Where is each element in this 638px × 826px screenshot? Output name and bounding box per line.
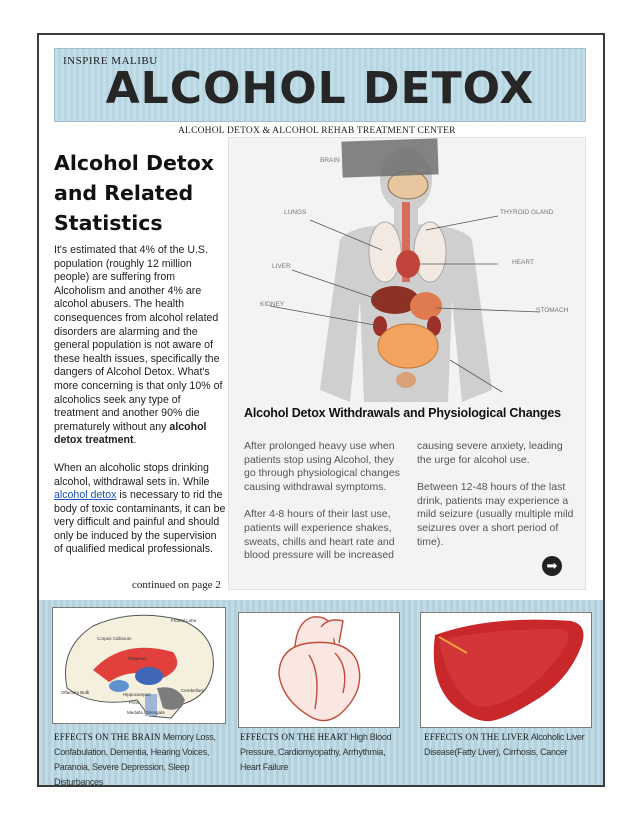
heart-panel [238,612,400,728]
col2-paragraph-1: causing severe anxiety, leading the urge for alcohol use. [417,440,563,466]
masthead-subline: ALCOHOL DETOX & ALCOHOL REHAB TREATMENT CENTER [178,126,456,136]
kidney-label: KIDNEY [260,301,285,308]
stomach-label: STOMACH [536,307,569,314]
lead-text: It's estimated that 4% of the U.S. population (roughly 12 million people) are suffering from Alcoholism and another 4% are alcohol abusers. The health consequences from alcohol related disorders are alarming and the general population is not aware of these health issues, specifically the dangers of Alcohol Detox. What's more concerning is that only 10% of alcoholics seek any type of treatment and another 90% die prematurely without any [54,244,223,433]
brain-corpus-label: Corpus Callosum [97,636,132,641]
col1-paragraph-1: After prolonged heavy use when patients stop using Alcohol, they go through physiological changes causing withdrawal symptoms. [244,440,400,493]
brain-cerebellum-label: Cerebellum [181,688,205,693]
liver-caption-head: EFFECTS ON THE LIVER [424,732,530,742]
liver-caption [424,730,594,760]
heart-caption [240,730,405,775]
left-column [54,148,226,557]
liver-panel [420,612,592,728]
lead-paragraph [54,244,226,448]
brain-caption-head: EFFECTS ON THE BRAIN [54,732,161,742]
brain-caption-text: Memory Loss, Confabulation, Dementia, Hearing Voices, Paranoia, Severe Depression, Sleep Disturbances [54,732,216,787]
next-page-button[interactable] [542,556,562,576]
masthead-title: ALCOHOL DETOX [105,63,535,114]
left-heading: Alcohol Detox and Related Statistics [54,151,214,235]
brain-panel [52,607,226,724]
masthead-kicker: INSPIRE MALIBU [63,55,158,67]
brain-caption [54,730,226,790]
liver-caption-text: Alcoholic Liver Disease(Fatty Liver), Cirrhosis, Cancer [424,732,585,757]
col2-paragraph-2: Between 12-48 hours of the last drink, patients may experience a mild seizure (usually multiple mild seizures over a short period of time). [417,481,574,548]
alcohol-detox-link[interactable]: alcohol detox [54,489,117,502]
brain-medulla-label: Medulla Oblongata [127,710,165,715]
brain-illustration [53,608,225,723]
article-column-2 [417,440,577,563]
brain-frontal-label: Frontal Lobe [171,618,197,623]
liver-label: LIVER [272,263,291,270]
heart-caption-text: High Blood Pressure, Cardiomyopathy, Arrhythmia, Heart Failure [240,732,392,772]
continued-note: continued on page 2 [132,579,221,591]
second-paragraph [54,462,226,557]
body-organs-diagram [230,140,582,402]
heart-caption-head: EFFECTS ON THE HEART [240,732,349,742]
arrow-right-icon: ➡ [546,558,558,573]
para2-end: is necessary to rid the body of toxic contaminants, it can be very difficult and painful and should only be induced by the supervision of qualified medical professionals. [54,489,226,556]
liver-illustration [421,613,591,727]
lead-bold-text: alcohol detox treatment [54,420,207,447]
heart-label: HEART [512,259,534,266]
brain-olfactory-label: Olfactory Bulb [61,690,90,695]
article-title: Alcohol Detox Withdrawals and Physiological Changes [244,406,561,420]
thyroid-label: THYROID GLAND [500,209,554,216]
brain-label: BRAIN [320,157,340,164]
heart-illustration [239,613,399,727]
col1-paragraph-2: After 4-8 hours of their last use, patients will experience shakes, sweats, chills and heart rate and blood pressure will be increased [244,508,395,562]
masthead [54,48,586,122]
para2-start: When an alcoholic stops drinking alcohol, withdrawal sets in. While [54,461,210,488]
brain-thalamus-label: Thalamus [127,656,147,661]
tape-strip [341,138,438,177]
lungs-label: LUNGS [284,209,307,216]
lead-end: . [133,434,137,447]
article-column-1 [244,440,404,577]
brain-pons-label: Pons [129,700,140,705]
brain-hippocampus-label: Hippocampus [123,692,151,697]
